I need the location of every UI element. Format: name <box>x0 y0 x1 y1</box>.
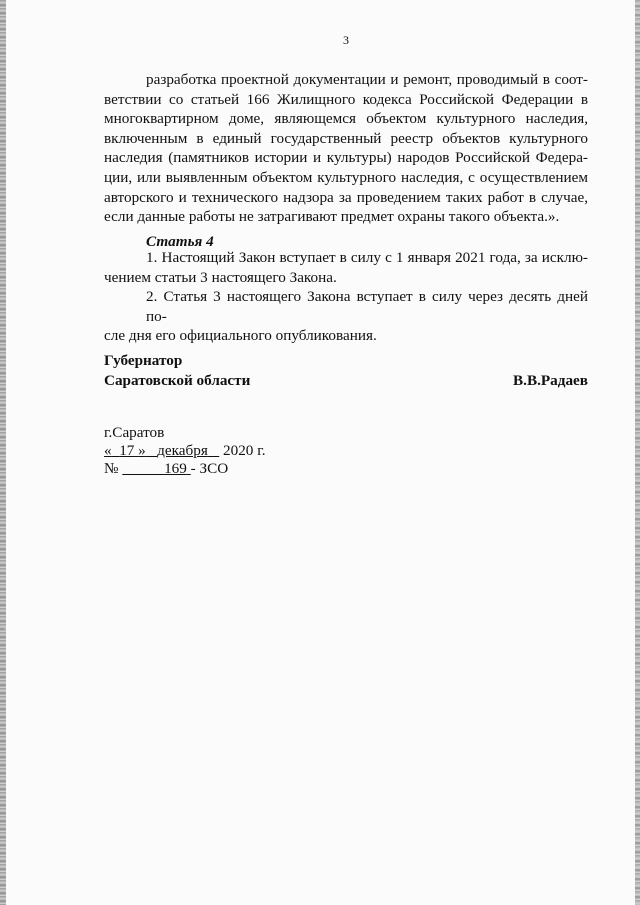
scan-edge-right <box>635 0 640 905</box>
paragraph-line: многоквартирном доме, являющемся объектом культурного наследия, <box>104 110 588 128</box>
number-suffix: - ЗСО <box>190 460 229 477</box>
date-year: 2020 г. <box>223 442 266 459</box>
article-item-1-line: чением статьи 3 настоящего Закона. <box>104 268 337 286</box>
paragraph-line: авторского и технического надзора за проведением таких работ в случае, <box>104 188 588 206</box>
paragraph-line: ции, или выявленным объектом культурного наследия, с осуществлением <box>104 168 588 186</box>
signatory-name: В.В.Радаев <box>513 371 588 389</box>
article-item-1-line: 1. Настоящий Закон вступает в силу с 1 января 2021 года, за исклю- <box>146 249 588 266</box>
signatory-region: Саратовской области <box>104 371 251 389</box>
signatory-title: Губернатор <box>104 352 183 369</box>
paragraph-line: ветствии со статьей 166 Жилищного кодекса Российской Федерации в <box>104 90 588 108</box>
meta-number <box>104 460 266 478</box>
article-item-2-line: сле дня его официального опубликования. <box>104 327 377 345</box>
article-body <box>104 248 588 346</box>
meta-date <box>104 442 266 460</box>
date-month: декабря <box>157 442 208 459</box>
meta-city: г.Саратов <box>104 424 165 441</box>
article-heading: Статья 4 <box>146 233 214 250</box>
date-day: 17 <box>119 442 135 459</box>
scan-edge-left <box>0 0 6 905</box>
paragraph-line: разработка проектной документации и ремонт, проводимый в соот- <box>146 71 588 88</box>
paragraph-line: наследия (памятников истории и культуры) народов Российской Федера- <box>104 149 588 167</box>
date-open-quote: « <box>104 442 112 459</box>
number-prefix: № <box>104 460 119 477</box>
paragraph-line: если данные работы не затрагивают предмет охраны такого объекта.». <box>104 208 560 226</box>
document-page <box>104 0 588 905</box>
paragraph-line: включенным в единый государственный реестр объектов культурного <box>104 129 588 147</box>
continued-paragraph <box>104 70 588 227</box>
page-number: 3 <box>343 33 349 47</box>
date-close-quote: » <box>138 442 146 459</box>
document-meta <box>104 424 266 478</box>
signature-block <box>104 351 588 390</box>
document-number: 169 <box>164 460 187 477</box>
article-item-2-line: 2. Статья 3 настоящего Закона вступает в силу через десять дней по- <box>146 288 588 325</box>
scan-speck <box>4 628 6 630</box>
